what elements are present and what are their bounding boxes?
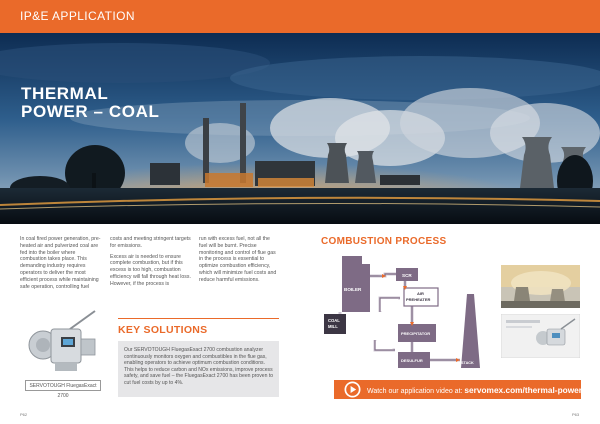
video-link[interactable] xyxy=(367,385,582,395)
hero-title xyxy=(21,85,160,121)
page-number-right: P63 xyxy=(572,412,580,417)
boiler-shape xyxy=(342,256,370,312)
video-label-text: Watch our application video at: xyxy=(367,388,463,395)
combustion-process-diagram xyxy=(320,254,500,374)
body-paragraph: In coal fired power generation, pre-heated air and pulverized coal are fed into the boiler where combustion takes place. This demanding industry requires operators to deliver the most efficient process while maintaining safe operation, controlling fuel xyxy=(20,236,101,290)
product-image xyxy=(25,309,102,379)
power-station-photo xyxy=(0,33,600,224)
analyzer-thumbnail xyxy=(501,314,580,358)
product-caption: SERVOTOUGH FluegasExact 2700 xyxy=(25,380,101,391)
scr-label: SCR xyxy=(402,273,412,278)
hero-title-line-1: THERMAL xyxy=(21,84,109,103)
hero-title-line-2: POWER – COAL xyxy=(21,102,160,121)
body-paragraph: costs and meeting stringent targets for emissions. xyxy=(110,236,191,249)
body-paragraph: run with excess fuel, not all the fuel will be burnt. Precise monitoring and control of flue gas in the process is essential to optimize combustion efficiency, which will minimize fuel costs and reduce harmful emissions. xyxy=(199,236,277,283)
body-column-2 xyxy=(110,236,192,292)
section-title: IP&E APPLICATION xyxy=(20,9,135,23)
play-icon[interactable] xyxy=(344,381,361,398)
video-url[interactable]: servomex.com/thermal-power xyxy=(464,385,583,395)
body-column-3 xyxy=(199,236,279,288)
air-label: AIR xyxy=(417,291,424,296)
body-paragraph: Excess air is needed to ensure complete combustion, but if this excess is too high, combustion efficiency will fall through heat loss. However, if the process is xyxy=(110,253,191,287)
body-column-1 xyxy=(20,236,103,294)
mill-label: MILL xyxy=(328,324,338,329)
coal-label: COAL xyxy=(328,318,340,323)
precipitator-label: PRECIPITATOR xyxy=(401,331,431,336)
stack-shape xyxy=(461,294,480,368)
desulfur-label: DESULFUR xyxy=(401,358,423,363)
page-number-left: P62 xyxy=(20,412,28,417)
analyzer-illustration xyxy=(25,309,102,379)
key-solutions-text: Our SERVOTOUGH FluegasExact 2700 combustion analyzer continuously monitors oxygen and combustibles in the flue gas, enabling operators to achieve optimum combustion conditions. This helps to reduce carbon and NOx emissions, improve process safety, and save fuel – the FluegasExact 2700 has been proven to cut fuel costs by up to 4%. xyxy=(124,347,274,386)
key-solutions-title: KEY SOLUTIONS xyxy=(118,324,208,336)
combustion-process-title: COMBUSTION PROCESS xyxy=(321,236,447,247)
preheater-label: PREHEATER xyxy=(406,297,431,302)
key-solutions-rule xyxy=(118,318,279,319)
stack-label: STACK xyxy=(461,361,474,365)
power-plant-thumbnail xyxy=(501,265,580,308)
hero-image xyxy=(0,33,600,224)
boiler-label: BOILER xyxy=(344,287,362,292)
